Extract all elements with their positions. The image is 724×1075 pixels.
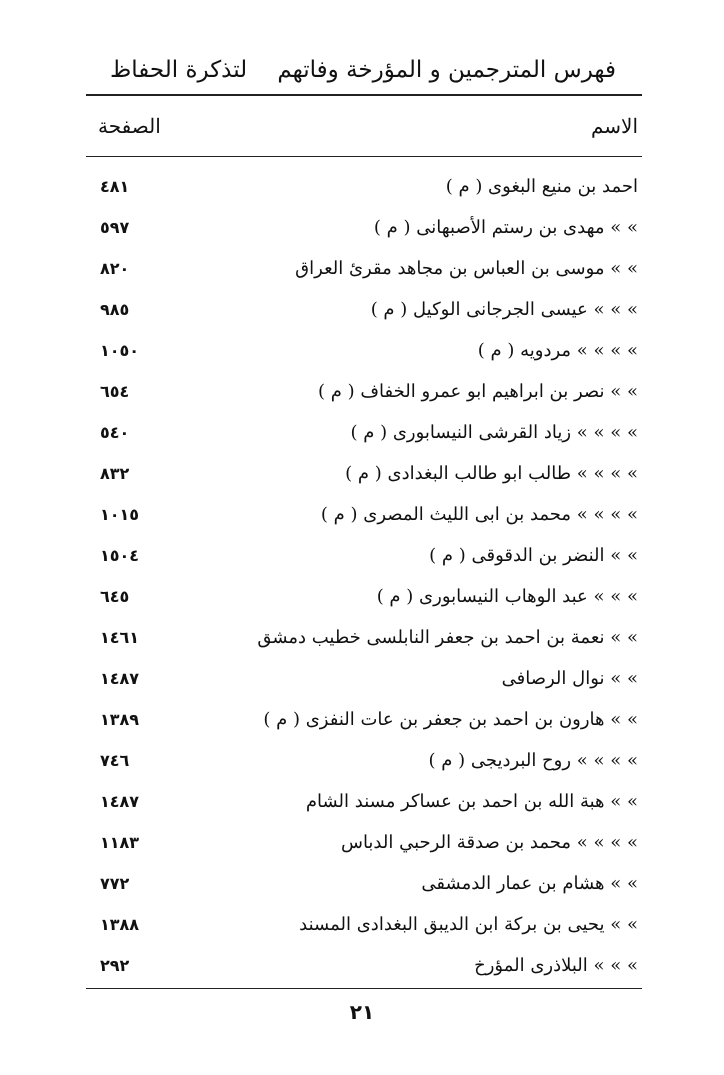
entry-page: ٦٥٤ [100,382,130,401]
index-row [86,946,638,986]
index-row [86,741,638,781]
entry-page: ٥٤٠ [100,423,130,442]
entry-page: ١٤٦١ [100,628,140,647]
index-row [86,577,638,617]
index-row [86,864,638,904]
entry-name: » » » » محمد بن صدقة الرحبي الدباس [340,832,638,853]
index-row [86,372,638,412]
index-row [86,536,638,576]
entry-name: » » » البلاذرى المؤرخ [474,955,638,976]
running-header-title: فهرس المترجمين و المؤرخة وفاتهم [277,57,616,83]
entry-page: ١٤٨٧ [100,792,140,811]
entry-name: » » نصر بن ابراهيم ابو عمرو الخفاف ( م ) [318,381,638,402]
entry-name: » » نوال الرصافى [501,668,638,689]
index-row [86,659,638,699]
entry-name: » » » عبد الوهاب النيسابورى ( م ) [376,586,638,607]
index-row [86,454,638,494]
entry-name: » » » » مردويه ( م ) [477,340,638,361]
entry-page: ١٠١٥ [100,505,140,524]
header-rule [86,94,642,96]
entry-page: ٧٧٢ [100,874,130,893]
entry-name: » » » » روح البرديجى ( م ) [428,750,638,771]
entry-name: » » » » زياد القرشى النيسابورى ( م ) [350,422,638,443]
entry-name: » » » عيسى الجرجانى الوكيل ( م ) [370,299,638,320]
entry-page: ٤٨١ [100,177,130,196]
entry-page: ٩٨٥ [100,300,130,319]
entry-name: » » يحيى بن بركة ابن الديبق البغدادى المسند [299,914,638,935]
entry-name: احمد بن منيع البغوى ( م ) [445,176,638,197]
entry-name: » » مهدى بن رستم الأصبهانى ( م ) [373,217,638,238]
entry-page: ١٣٨٩ [100,710,140,729]
index-row [86,905,638,945]
column-header-rule [86,156,642,157]
entry-page: ٧٤٦ [100,751,130,770]
index-row [86,782,638,822]
column-header-name: الاسم [590,114,638,138]
column-header-page: الصفحة [98,114,161,138]
entry-name: » » نعمة بن احمد بن جعفر النابلسى خطيب دمشق [257,627,638,648]
index-row [86,413,638,453]
entry-page: ١١٨٣ [100,833,140,852]
footer-rule [86,988,642,989]
entry-name: » » هبة الله بن احمد بن عساكر مسند الشام [305,791,638,812]
running-header-book: لتذكرة الحفاظ [110,57,248,83]
entry-page: ١٥٠٤ [100,546,140,565]
entry-page: ٨٢٠ [100,259,130,278]
index-row [86,167,638,207]
entry-name: » » النضر بن الدقوقى ( م ) [429,545,638,566]
entry-page: ١٣٨٨ [100,915,140,934]
index-row [86,618,638,658]
index-row [86,823,638,863]
index-row [86,208,638,248]
entry-name: » » » » محمد بن ابى الليث المصرى ( م ) [320,504,638,525]
page-number: ٢١ [349,1000,375,1024]
entry-page: ١٠٥٠ [100,341,140,360]
index-row [86,700,638,740]
index-row [86,249,638,289]
entry-page: ١٤٨٧ [100,669,140,688]
entry-page: ٥٩٧ [100,218,130,237]
entry-name: » » هارون بن احمد بن جعفر بن عات النفزى ( م ) [263,709,638,730]
entry-page: ٢٩٢ [100,956,130,975]
entry-page: ٨٣٢ [100,464,130,483]
entry-name: » » موسى بن العباس بن مجاهد مقرئ العراق [295,258,638,279]
index-row [86,290,638,330]
index-row [86,331,638,371]
entry-name: » » هشام بن عمار الدمشقى [421,873,638,894]
entry-name: » » » » طالب ابو طالب البغدادى ( م ) [345,463,638,484]
entry-page: ٦٤٥ [100,587,130,606]
index-row [86,495,638,535]
